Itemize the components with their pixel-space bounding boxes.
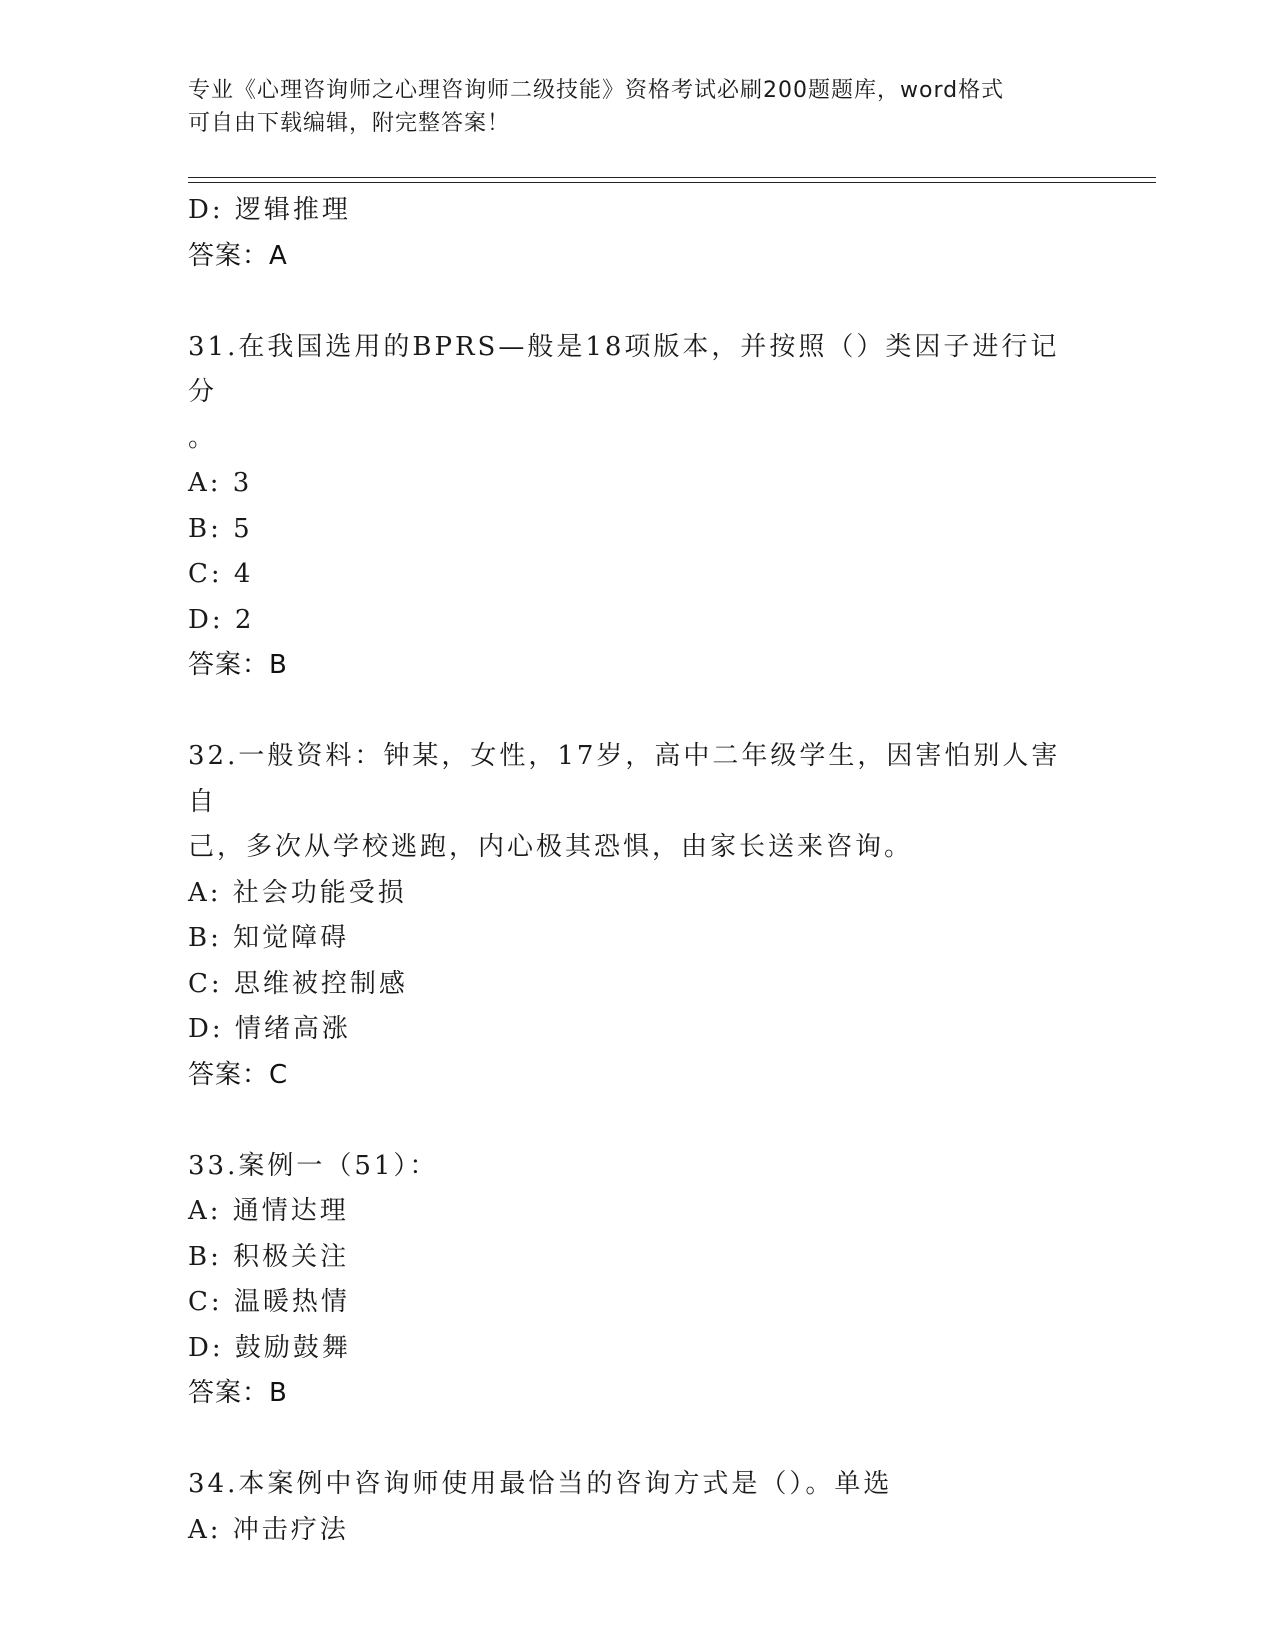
option-b: B: 积极关注 xyxy=(188,1241,350,1272)
option-c: C: 温暖热情 xyxy=(188,1287,350,1317)
question-33 xyxy=(188,1144,1088,1417)
header-line-2: 可自由下载编辑，附完整答案！ xyxy=(188,111,511,136)
option-d: D: 鼓励鼓舞 xyxy=(188,1332,351,1363)
answer-line: 答案：C xyxy=(188,1059,289,1090)
question-stem-continued: 己，多次从学校逃跑，内心极其恐惧，由家长送来咨询。 xyxy=(188,832,914,862)
option-d: D: 逻辑推理 xyxy=(188,195,351,225)
option-a: A: 冲击疗法 xyxy=(188,1514,349,1545)
option-b: B: 5 xyxy=(188,513,253,544)
option-d: D: 2 xyxy=(188,604,255,635)
header-divider-top xyxy=(188,177,1156,178)
option-b: B: 知觉障碍 xyxy=(188,923,350,953)
question-list xyxy=(188,188,1088,1553)
question-stem-continued: 。 xyxy=(188,422,218,453)
answer-line: 答案：B xyxy=(188,1378,288,1408)
option-d: D: 情绪高涨 xyxy=(188,1014,351,1044)
option-a: A: 通情达理 xyxy=(188,1196,349,1226)
answer-line: 答案：A xyxy=(188,240,288,271)
option-c: C: 思维被控制感 xyxy=(188,968,408,999)
question-stem: 32.一般资料：钟某，女性，17岁，高中二年级学生，因害怕别人害自 xyxy=(188,741,1061,817)
option-a: A: 3 xyxy=(188,468,253,498)
document-header xyxy=(188,74,1088,140)
option-a: A: 社会功能受损 xyxy=(188,877,407,908)
question-stem: 33.案例一（51）： xyxy=(188,1150,439,1181)
answer-line: 答案：B xyxy=(188,650,288,680)
question-34 xyxy=(188,1462,1088,1553)
question-stem: 31.在我国选用的BPRS—般是18项版本，并按照（）类因子进行记分 xyxy=(188,331,1060,407)
question-32 xyxy=(188,734,1088,1098)
header-line-1: 专业《心理咨询师之心理咨询师二级技能》资格考试必刷200题题库，word格式 xyxy=(188,78,1005,103)
header-divider-bottom xyxy=(188,182,1156,183)
question-31 xyxy=(188,325,1088,689)
question-stem: 34.本案例中咨询师使用最恰当的咨询方式是（）。单选 xyxy=(188,1469,893,1499)
option-c: C: 4 xyxy=(188,559,254,589)
